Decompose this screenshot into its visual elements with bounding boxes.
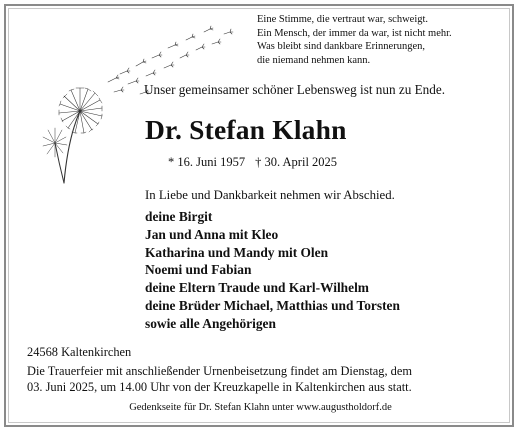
poem-line: Was bleibt sind dankbare Erinnerungen, (257, 41, 425, 53)
service-line: 03. Juni 2025, um 14.00 Uhr von der Kreuzkapelle in Kaltenkirchen aus statt. (27, 380, 412, 394)
death-date: † 30. April 2025 (255, 155, 338, 169)
poem-line: die niemand nehmen kann. (257, 54, 371, 66)
mourner-line: Noemi und Fabian (145, 262, 252, 278)
service-line: Die Trauerfeier mit anschließender Urnenbeisetzung findet am Dienstag, dem (27, 364, 413, 378)
mourner-line: sowie alle Angehörigen (145, 315, 276, 331)
mourner-line: Katharina und Mandy mit Olen (145, 244, 329, 260)
poem-line: Ein Mensch, der immer da war, ist nicht mehr. (257, 27, 452, 39)
mourners-list (145, 208, 400, 333)
poem-line: Eine Stimme, die vertraut war, schweigt. (257, 14, 429, 25)
deceased-name: Dr. Stefan Klahn (145, 114, 347, 145)
mourner-line: Jan und Anna mit Kleo (145, 226, 279, 242)
birth-date: * 16. Juni 1957 (168, 155, 246, 169)
poem (257, 13, 452, 67)
lead-text: Unser gemeinsamer schöner Lebensweg ist nun zu Ende. (144, 82, 446, 97)
mourner-line: deine Birgit (145, 209, 213, 224)
service-info (27, 363, 412, 395)
place: 24568 Kaltenkirchen (27, 345, 132, 359)
memorial-page-link[interactable]: Gedenkseite für Dr. Stefan Klahn unter www.augustholdorf.de (129, 402, 392, 413)
mourner-line: deine Brüder Michael, Matthias und Torsten (145, 297, 400, 313)
life-dates (168, 155, 337, 170)
mourner-line: deine Eltern Traude und Karl-Wilhelm (145, 280, 369, 296)
farewell-text: In Liebe und Dankbarkeit nehmen wir Abschied. (145, 188, 395, 202)
